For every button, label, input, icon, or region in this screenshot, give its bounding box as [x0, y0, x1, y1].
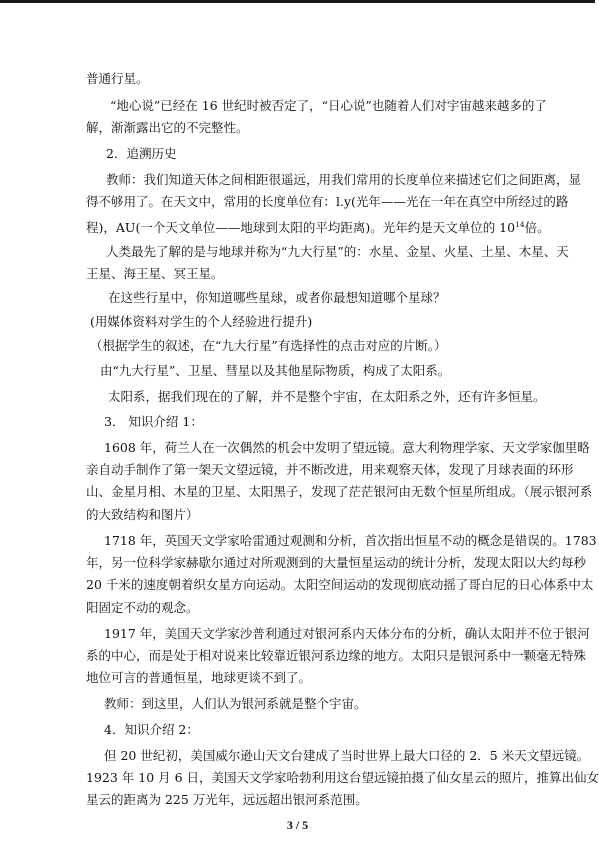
text-line: 普通行星。	[86, 71, 149, 86]
text-line: 亲自动手制作了第一架天文望远镜，并不断改进，用来观察天体，发现了月球表面的环形	[86, 462, 574, 477]
text-line: 系的中心，而是处于相对说来比较靠近银河系边缘的地方。太阳只是银河系中一颗毫无特殊	[86, 648, 587, 663]
text-line: 20 千米的速度朝着织女星方向运动。太阳空间运动的发现彻底动摇了哥白尼的日心体系中太	[86, 577, 594, 592]
text-line: 年，另一位科学家赫歇尔通过对所观测到的大量恒星运动的统计分析，发现太阳以大约每秒	[86, 555, 587, 570]
text-line: 教师：我们知道天体之间相距很遥远，用我们常用的长度单位来描述它们之间距离，显	[106, 172, 582, 187]
text-line: 王星、海王星、冥王星。	[86, 266, 224, 281]
page-number: 3 / 5	[286, 818, 309, 832]
text-line: “地心说”已经在 16 世纪时被否定了，“日心说”也随着人们对宇宙越来越多的了	[110, 98, 547, 113]
superscript: 14	[515, 220, 525, 229]
text-line: 在这些行星中，你知道哪些星球，或者你最想知道哪个星球？	[108, 290, 446, 305]
text-line: 1608 年，荷兰人在一次偶然的机会中发明了望远镜。意大利物理学家、天文学家伽里略	[104, 440, 590, 455]
text-line: 的大致结构和图片）	[86, 507, 199, 522]
section-heading: 4．知识介绍 2：	[104, 722, 199, 737]
text-line: 教师：到这里，人们认为银河系就是整个宇宙。	[104, 696, 367, 711]
text-line: 得不够用了。在天文中，常用的长度单位有：l.y(光年——光在一年在真空中所经过的路	[86, 194, 569, 209]
text-line: 星云的距离为 225 万光年，远远超出银河系范围。	[86, 792, 368, 807]
text-line: 1917 年，美国天文学家沙普利通过对银河系内天体分布的分析，确认太阳并不位于银河	[104, 626, 590, 641]
text-line: 1718 年，英国天文学家哈雷通过观测和分析，首次指出恒星不动的概念是错误的。1783	[104, 533, 597, 548]
text-line: 解，渐渐露出它的不完整性。	[86, 120, 249, 135]
text-line: 阳固定不动的观念。	[86, 600, 199, 615]
text-line: 太阳系，据我们现在的了解，并不是整个宇宙，在太阳系之外，还有许多恒星。	[108, 389, 546, 404]
text-segment: 倍。	[524, 220, 550, 235]
text-line: 山、金星月相、木星的卫星、太阳黑子，发现了茫茫银河由无数个恒星所组成。（展示银河系	[86, 484, 593, 499]
section-heading: 2．追溯历史	[106, 146, 177, 161]
text-line: 由“九大行星”、卫星、彗星以及其他星际物质，构成了太阳系。	[100, 363, 451, 378]
text-segment: 程)，AU(一个天文单位——地球到太阳的平均距离)。光年约是天文单位的 10	[86, 220, 516, 235]
text-line: 地位可言的普通恒星，地球更谈不到了。	[86, 670, 312, 685]
text-line: 但 20 世纪初，美国威尔逊山天文台建成了当时世界上最大口径的 2．5 米天文望远镜。	[104, 748, 590, 763]
text-line: (用媒体资料对学生的个人经验进行提升)	[90, 314, 313, 329]
page-top-border	[0, 0, 595, 3]
text-line	[86, 217, 550, 236]
text-line: 人类最先了解的是与地球并称为“九大行星”的：水星、金星、火星、土星、木星、天	[106, 244, 569, 259]
text-line: 1923 年 10 月 6 日，美国天文学家哈勃利用这台望远镜拍摄了仙女星云的照片，推算出仙女	[86, 770, 599, 785]
text-line: （根据学生的叙述，在“九大行星”有选择性的点击对应的片断。）	[90, 338, 447, 353]
section-heading: 3． 知识介绍 1：	[104, 414, 203, 429]
